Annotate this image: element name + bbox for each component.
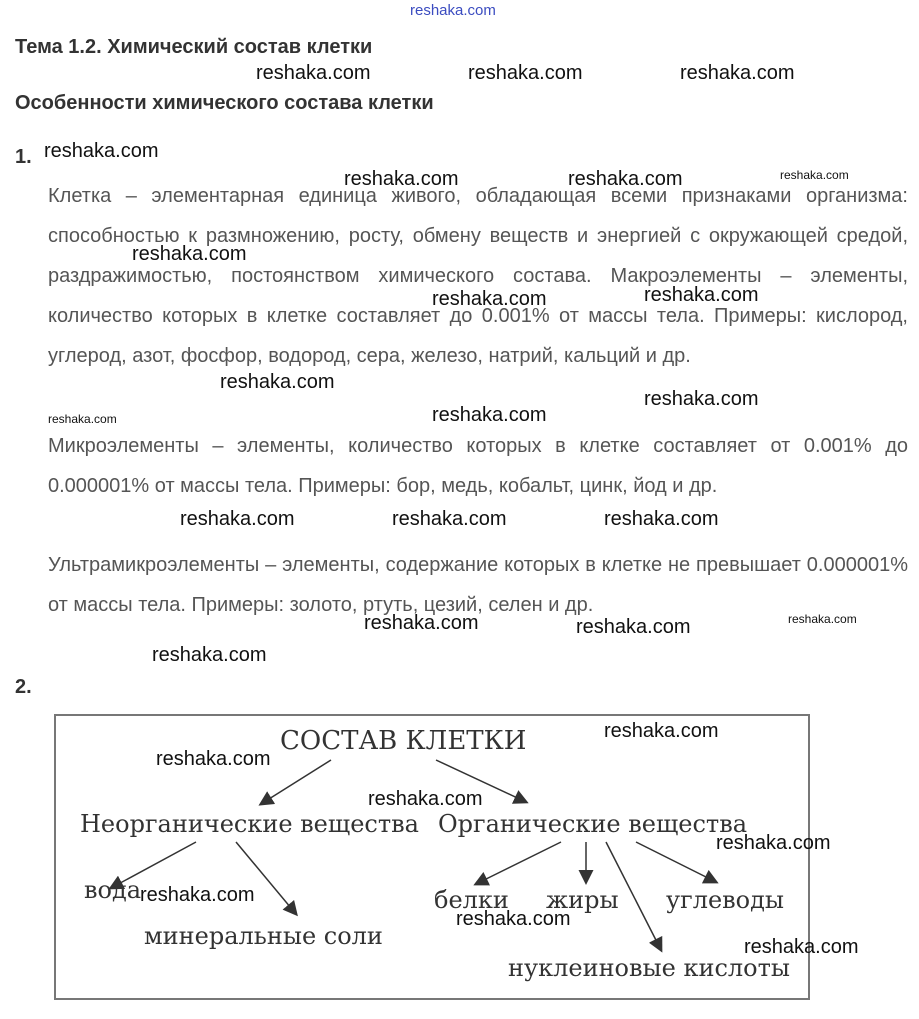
topic-title: Тема 1.2. Химический состав клетки	[15, 36, 373, 58]
diagram-proteins: белки	[434, 886, 509, 914]
watermark: reshaka.com	[604, 720, 719, 742]
watermark-small: reshaka.com	[788, 612, 857, 626]
section-title: Особенности химического состава клетки	[15, 92, 434, 114]
watermark: reshaka.com	[132, 243, 247, 265]
watermark: reshaka.com	[364, 612, 479, 634]
watermark: reshaka.com	[140, 884, 255, 906]
site-header-link[interactable]: reshaka.com	[410, 2, 496, 19]
diagram-carbohydrates: углеводы	[666, 886, 784, 914]
task-1-paragraph-2: Микроэлементы – элементы, количество которых в клетке составляет от 0.001% до 0.000001% от массы тела. Примеры: бор, медь, кобальт, цинк, йод и др.	[48, 435, 908, 497]
diagram-water: вода	[84, 876, 142, 904]
watermark: reshaka.com	[680, 62, 795, 84]
watermark: reshaka.com	[152, 644, 267, 666]
arrow-organic-to-proteins	[476, 842, 561, 884]
watermark: reshaka.com	[456, 908, 571, 930]
task-1-paragraph-1: Клетка – элементарная единица живого, обладающая всеми признаками организма: способностью к размножению, росту, обмену веществ и энергией с окружающей средой, раздражимостью, постоянством химического состава. Макроэлементы – элементы, количество которых в клетке составляет до 0.001% от массы тела. Примеры: кислород, углерод, азот, фосфор, водород, сера, железо, натрий, кальций и др.	[48, 185, 908, 367]
watermark: reshaka.com	[392, 508, 507, 530]
task-1-number: 1.	[15, 146, 32, 168]
arrow-organic-to-carbs	[636, 842, 716, 882]
diagram-mineral-salts: минеральные соли	[144, 922, 383, 950]
watermark: reshaka.com	[156, 748, 271, 770]
watermark: reshaka.com	[644, 284, 759, 306]
watermark: reshaka.com	[432, 288, 547, 310]
diagram-fats: жиры	[546, 886, 619, 914]
watermark: reshaka.com	[44, 140, 159, 162]
arrow-root-to-inorganic	[261, 760, 331, 804]
watermark-small: reshaka.com	[48, 412, 117, 426]
watermark: reshaka.com	[576, 616, 691, 638]
task-2-number: 2.	[15, 676, 32, 698]
diagram-root: СОСТАВ КЛЕТКИ	[280, 726, 527, 756]
watermark: reshaka.com	[644, 388, 759, 410]
watermark: reshaka.com	[256, 62, 371, 84]
watermark: reshaka.com	[744, 936, 859, 958]
watermark: reshaka.com	[368, 788, 483, 810]
watermark: reshaka.com	[468, 62, 583, 84]
watermark-small: reshaka.com	[780, 168, 849, 182]
diagram-organic: Органические вещества	[438, 810, 748, 838]
watermark: reshaka.com	[432, 404, 547, 426]
watermark: reshaka.com	[568, 168, 683, 190]
watermark: reshaka.com	[180, 508, 295, 530]
diagram-inorganic: Неорганические вещества	[80, 810, 419, 838]
diagram-nucleic-acids: нуклеиновые кислоты	[508, 954, 790, 982]
watermark: reshaka.com	[220, 371, 335, 393]
watermark: reshaka.com	[344, 168, 459, 190]
watermark: reshaka.com	[604, 508, 719, 530]
watermark: reshaka.com	[716, 832, 831, 854]
task-1-paragraph-3: Ультрамикроэлементы – элементы, содержание которых в клетке не превышает 0.000001% от массы тела. Примеры: золото, ртуть, цезий, селен и др.	[48, 554, 908, 616]
